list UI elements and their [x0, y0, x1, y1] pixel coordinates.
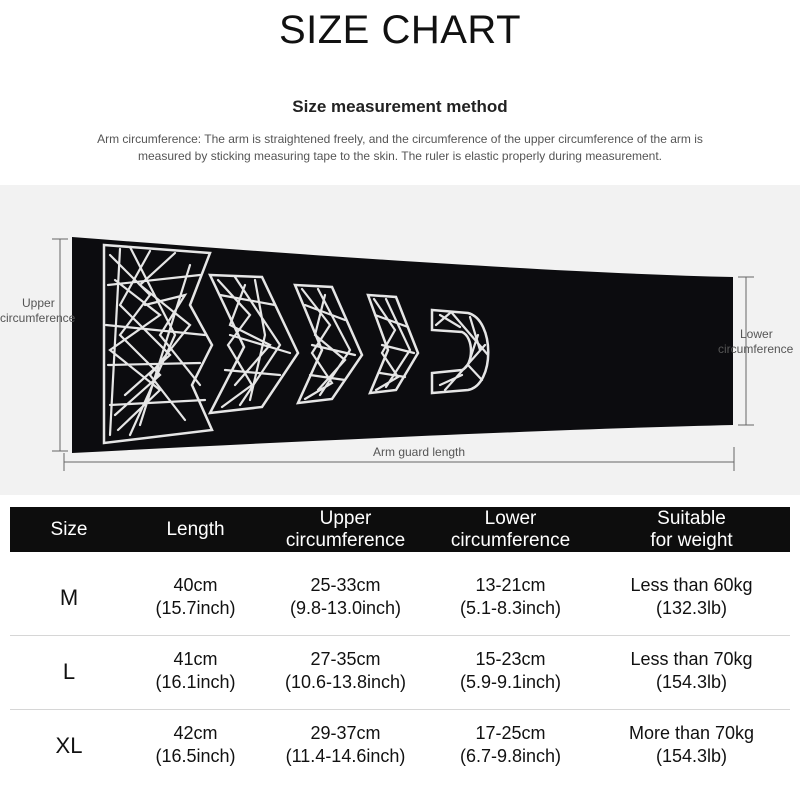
weight-cell: More than 70kg (154.3lb)	[628, 723, 755, 766]
lower-cell: 17-25cm (6.7-9.8inch)	[459, 723, 562, 766]
sleeve-illustration	[0, 185, 800, 495]
row-divider	[10, 709, 790, 710]
lower-label-line1: Lower	[740, 327, 773, 341]
length-label: Arm guard length	[373, 445, 466, 459]
length-cell: 42cm (16.5inch)	[155, 723, 236, 766]
header-length: Length	[166, 518, 225, 540]
table-row	[10, 712, 790, 778]
page-title: SIZE CHART	[278, 8, 522, 52]
header-upper-circumference: Upper circumference	[285, 507, 406, 551]
length-cell: 41cm (16.1inch)	[155, 649, 236, 692]
upper-cell: 29-37cm (11.4-14.6inch)	[285, 723, 406, 766]
row-divider	[10, 635, 790, 636]
measurement-description	[30, 131, 770, 165]
length-cell: 40cm (15.7inch)	[155, 575, 236, 618]
table-header	[10, 507, 790, 552]
weight-cell: Less than 70kg (154.3lb)	[630, 649, 753, 692]
table-row	[10, 564, 790, 630]
header-lower-circumference: Lower circumference	[450, 507, 571, 551]
lower-label-line2: circumference	[718, 342, 794, 356]
lower-cell: 13-21cm (5.1-8.3inch)	[459, 575, 562, 618]
size-table	[0, 495, 800, 800]
description-line-2: measured by sticking measuring tape to the skin. The ruler is elastic properly during measurement.	[137, 149, 663, 163]
lower-cell: 15-23cm (5.9-9.1inch)	[459, 649, 562, 692]
table-row	[10, 638, 790, 704]
header-suitable-weight: Suitable for weight	[650, 507, 733, 551]
arm-sleeve-diagram	[0, 185, 800, 495]
size-cell: M	[59, 584, 79, 610]
upper-label-line2: circumference	[0, 311, 76, 325]
upper-cell: 25-33cm (9.8-13.0inch)	[289, 575, 402, 618]
size-cell: L	[62, 658, 76, 684]
size-cell: XL	[55, 732, 83, 758]
upper-label-line1: Upper	[22, 296, 55, 310]
header-section	[0, 0, 800, 185]
header-size: Size	[50, 518, 88, 540]
description-line-1: Arm circumference: The arm is straightened freely, and the circumference of the upper circumference of the arm is	[97, 132, 703, 146]
section-subtitle: Size measurement method	[292, 97, 508, 116]
weight-cell: Less than 60kg (132.3lb)	[630, 575, 753, 618]
upper-cell: 27-35cm (10.6-13.8inch)	[284, 649, 407, 692]
